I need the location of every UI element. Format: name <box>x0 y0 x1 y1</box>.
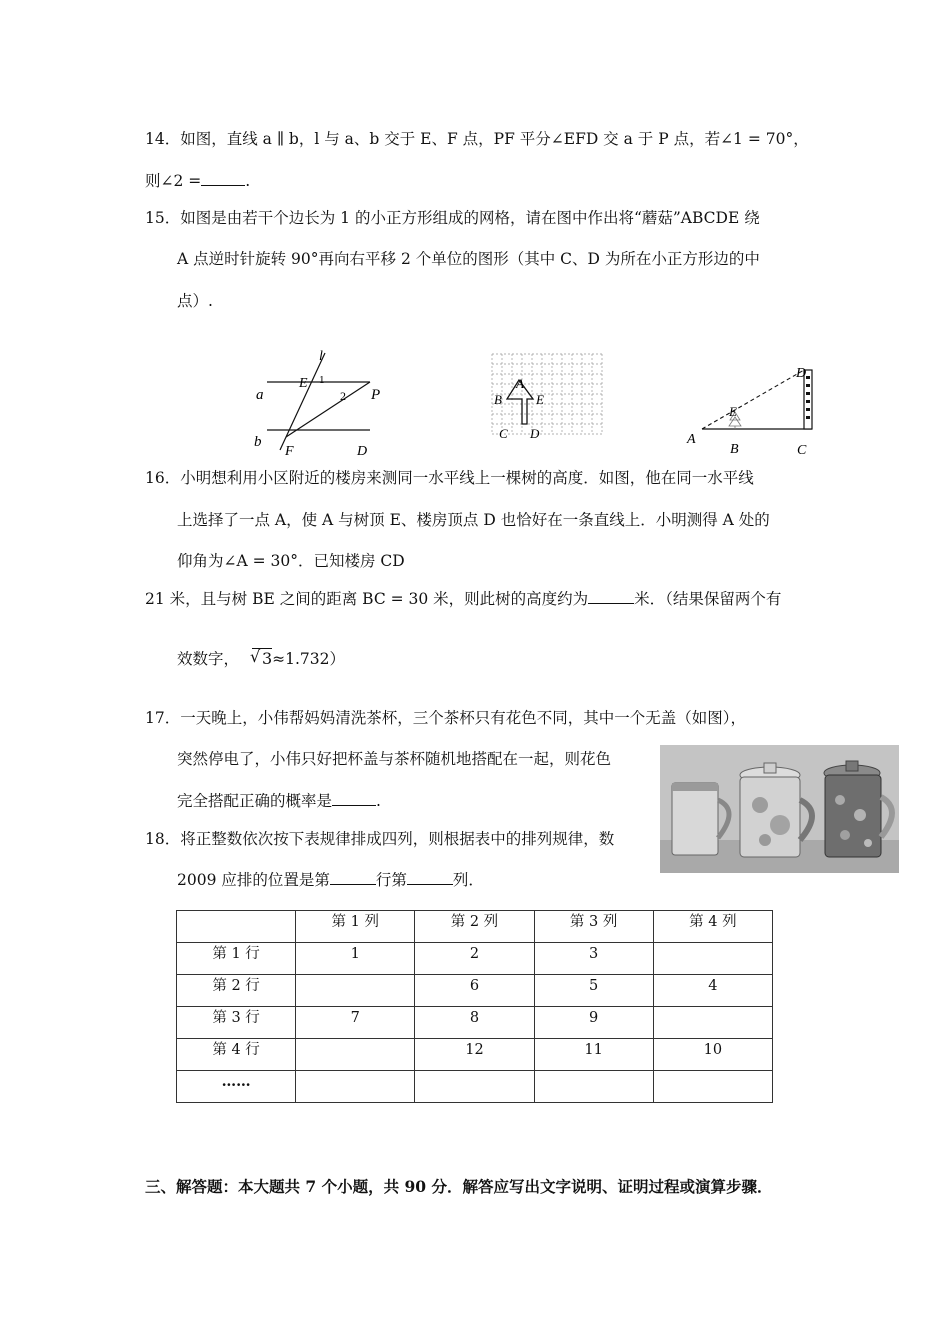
q14-answer-blank <box>201 171 245 186</box>
table-header-cell: 第 3 列 <box>534 911 653 943</box>
tea-cups-photo <box>660 745 899 873</box>
label-P: P <box>371 387 381 403</box>
q18-text-2: 2009 应排的位置是第 <box>177 871 330 889</box>
table-row <box>177 975 773 1007</box>
table-cell <box>296 1039 415 1071</box>
table-cell: 12 <box>415 1039 534 1071</box>
fig3-label-D: D <box>796 366 807 381</box>
q18-row-blank <box>330 870 376 885</box>
table-cell: 第 1 行 <box>177 943 296 975</box>
q16-line1 <box>145 466 754 488</box>
grid-label-C: C <box>499 426 508 440</box>
label-D: D <box>357 444 368 459</box>
q18-text-2c: 列． <box>452 871 484 889</box>
q18-number: 18． <box>145 830 181 848</box>
angle-1-label: 1 <box>319 374 325 386</box>
q14-text: 如图，直线 a ∥ b，l 与 a、b 交于 E、F 点，PF 平分∠EFD 交 a 于 P 点，若∠1 = 70°， <box>180 130 809 148</box>
grid-label-D: D <box>530 426 540 440</box>
grid-label-A: A <box>516 376 524 391</box>
table-header-cell: 第 4 列 <box>653 911 772 943</box>
section-3-heading: 三、解答题：本大题共 7 个小题，共 90 分．解答应写出文字说明、证明过程或演算步骤． <box>145 1177 773 1196</box>
fig3-label-C: C <box>797 443 807 458</box>
table-header-row <box>177 911 773 943</box>
q16-text-5: 效数字， <box>177 650 240 668</box>
q18-text-1: 将正整数依次按下表规律排成四列，则根据表中的排列规律，数 <box>180 830 615 848</box>
table-cell: 7 <box>296 1007 415 1039</box>
table-cell: 11 <box>534 1039 653 1071</box>
angle-2-label: 2 <box>340 389 346 403</box>
q15-number: 15． <box>145 209 181 227</box>
q17-text-3b: . <box>376 792 381 810</box>
q14-answer-suffix: . <box>245 172 251 190</box>
q16-line4 <box>145 587 781 609</box>
fig3-label-A: A <box>687 432 696 447</box>
table-cell <box>534 1071 653 1103</box>
table-cell <box>653 943 772 975</box>
table-row <box>177 943 773 975</box>
q17-line3 <box>177 789 381 811</box>
q16-line2: 上选择了一点 A，使 A 与树顶 E、楼房顶点 D 也恰好在一条直线上．小明测得 A 处的 <box>177 511 770 529</box>
table-cell: 8 <box>415 1007 534 1039</box>
sqrt-symbol: √ 3 <box>249 647 273 668</box>
q16-text-4b: 米．（结果保留两个有 <box>634 590 782 608</box>
tree-building-figure <box>680 362 820 462</box>
q18-line2 <box>177 868 484 890</box>
table-header-cell: 第 1 列 <box>296 911 415 943</box>
table-cell <box>415 1071 534 1103</box>
table-row <box>177 1039 773 1071</box>
table-cell: 1 <box>296 943 415 975</box>
q16-text-5b: ≈1.732） <box>272 650 346 668</box>
q18-column-blank <box>407 870 453 885</box>
q15-line3: 点）. <box>177 292 213 310</box>
table-cell: 4 <box>653 975 772 1007</box>
table-cell: 第 3 行 <box>177 1007 296 1039</box>
table-cell <box>653 1007 772 1039</box>
label-l: l <box>319 349 323 364</box>
table-cell: …… <box>177 1071 296 1103</box>
q17-line2: 突然停电了，小伟只好把杯盖与茶杯随机地搭配在一起，则花色 <box>177 750 612 768</box>
table-cell <box>296 975 415 1007</box>
label-b: b <box>254 434 262 450</box>
table-header-cell: 第 2 列 <box>415 911 534 943</box>
number-arrangement-table <box>176 910 773 1103</box>
table-cell: 10 <box>653 1039 772 1071</box>
q16-text-1: 小明想利用小区附近的楼房来测同一水平线上一棵树的高度．如图，他在同一水平线 <box>180 469 754 487</box>
table-row <box>177 1007 773 1039</box>
mushroom-grid-figure <box>490 352 605 440</box>
q15-line2: A 点逆时针旋转 90°再向右平移 2 个单位的图形（其中 C、D 为所在小正方形边的中 <box>177 250 760 268</box>
sqrt-radicand: 3 <box>261 649 273 668</box>
fig3-label-E: E <box>729 404 737 419</box>
table-cell: 9 <box>534 1007 653 1039</box>
table-cell: 第 4 行 <box>177 1039 296 1071</box>
q16-text-4: 21 米，且与树 BE 之间的距离 BC = 30 米，则此树的高度约为 <box>145 590 589 608</box>
q14-line1 <box>145 127 809 149</box>
q17-text-1: 一天晚上，小伟帮妈妈清洗茶杯，三个茶杯只有花色不同，其中一个无盖（如图）， <box>180 709 746 727</box>
parallel-lines-figure <box>245 345 405 465</box>
table-cell <box>296 1071 415 1103</box>
grid-label-E: E <box>536 392 544 407</box>
table-row <box>177 1071 773 1103</box>
table-cell: 6 <box>415 975 534 1007</box>
q14-answer-prefix: 则∠2 = <box>145 172 202 190</box>
q15-text-1: 如图是由若干个边长为 1 的小正方形组成的网格，请在图中作出将“蘑菇”ABCDE 绕 <box>180 209 760 227</box>
q14-line2 <box>145 169 250 191</box>
table-cell: 5 <box>534 975 653 1007</box>
q16-number: 16． <box>145 469 181 487</box>
q16-line3: 仰角为∠A = 30°．已知楼房 CD <box>177 552 405 570</box>
q17-number: 17． <box>145 709 181 727</box>
q16-answer-blank <box>588 589 634 604</box>
q14-number: 14． <box>145 130 181 148</box>
table-cell: 3 <box>534 943 653 975</box>
fig3-label-B: B <box>730 442 739 457</box>
tea-cups-illustration <box>660 745 899 873</box>
table-header-cell <box>177 911 296 943</box>
table-cell: 2 <box>415 943 534 975</box>
q17-line1 <box>145 706 746 728</box>
label-F: F <box>285 444 294 459</box>
q17-answer-blank <box>332 791 376 806</box>
q18-text-2b: 行第 <box>375 871 407 889</box>
label-a: a <box>256 387 264 403</box>
table-cell <box>653 1071 772 1103</box>
table-cell: 第 2 行 <box>177 975 296 1007</box>
q17-text-3: 完全搭配正确的概率是 <box>177 792 333 810</box>
q16-line5 <box>177 647 345 669</box>
q15-line1 <box>145 206 760 228</box>
grid-label-B: B <box>494 392 502 407</box>
label-E: E <box>299 376 308 391</box>
q18-line1 <box>145 827 614 849</box>
